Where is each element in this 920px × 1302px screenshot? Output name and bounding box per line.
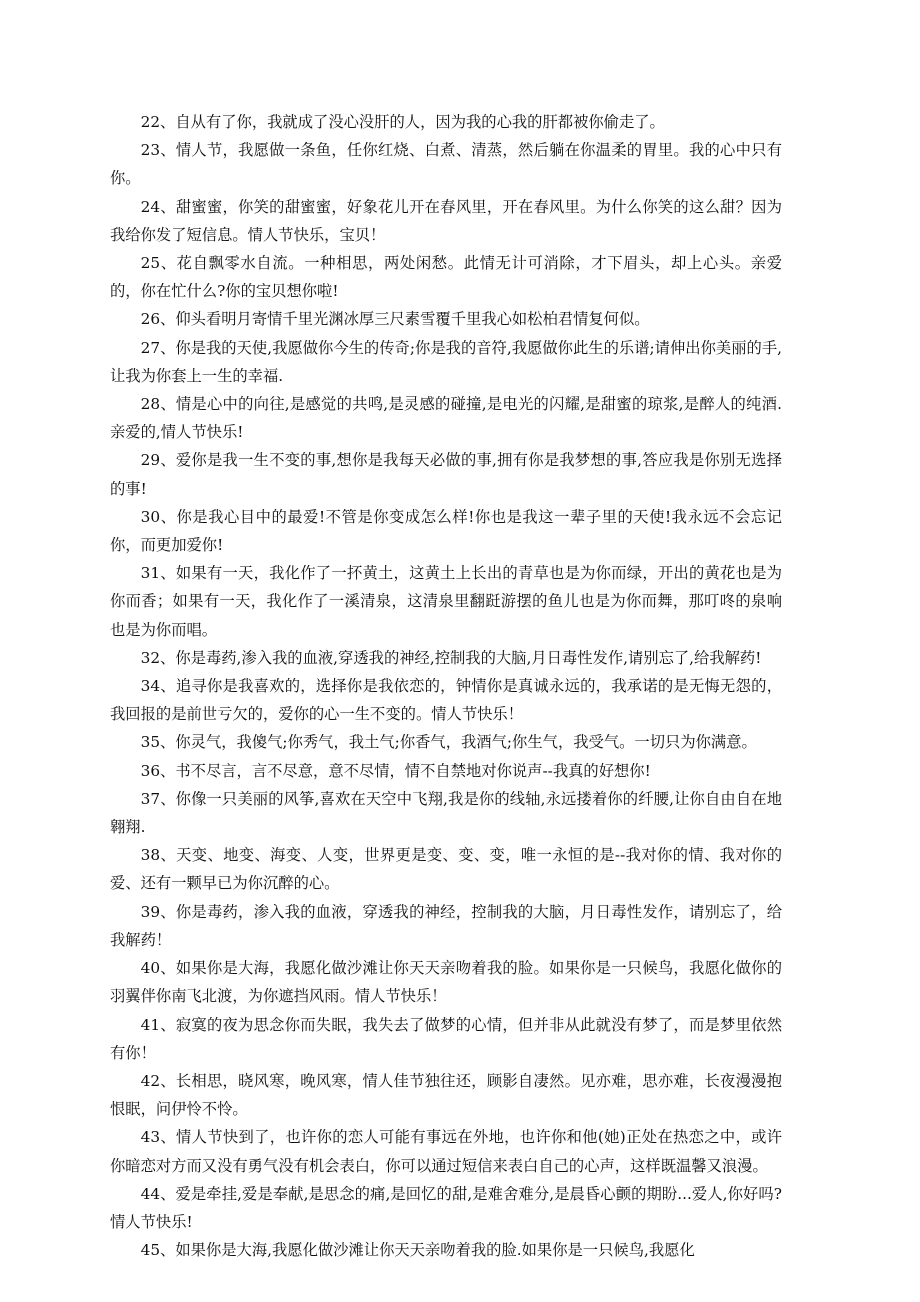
paragraph-44: 44、爱是牵挂,爱是奉献,是思念的痛,是回忆的甜,是难舍难分,是晨昏心颤的期盼...爱人,你好吗?情人节快乐! xyxy=(110,1184,782,1231)
paragraph-40: 40、如果你是大海，我愿化做沙滩让你天天亲吻着我的脸。如果你是一只候鸟，我愿化做你的羽翼伴你南飞北渡，为你遮挡风雨。情人节快乐！ xyxy=(110,959,782,1006)
paragraph-42: 42、长相思，晓风寒，晚风寒，情人佳节独往还，顾影自凄然。见亦难，思亦难，长夜漫漫抱恨眠，问伊怜不怜。 xyxy=(110,1071,782,1119)
paragraph-41: 41、寂寞的夜为思念你而失眠，我失去了做梦的心情，但并非从此就没有梦了，而是梦里依然有你！ xyxy=(110,1015,782,1062)
paragraph-23: 23、情人节，我愿做一条鱼，任你红烧、白煮、清蒸，然后躺在你温柔的胃里。我的心中只有你。 xyxy=(110,141,782,188)
paragraph-28: 28、情是心中的向往,是感觉的共鸣,是灵感的碰撞,是电光的闪耀,是甜蜜的琼浆,是醉人的纯酒.亲爱的,情人节快乐! xyxy=(110,395,782,442)
paragraph-29: 29、爱你是我一生不变的事,想你是我每天必做的事,拥有你是我梦想的事,答应我是你别无选择的事! xyxy=(110,451,782,498)
paragraph-38: 38、天变、地变、海变、人变，世界更是变、变、变，唯一永恒的是--我对你的情、我对你的爱、还有一颗早已为你沉醉的心。 xyxy=(110,846,782,893)
paragraph-32: 32、你是毒药,渗入我的血液,穿透我的神经,控制我的大脑,月日毒性发作,请别忘了,给我解药! xyxy=(140,648,762,667)
paragraph-31: 31、如果有一天，我化作了一抔黄土，这黄土上长出的青草也是为你而绿，开出的黄花也是为你而香；如果有一天，我化作了一溪清泉，这清泉里翻跹游摆的鱼儿也是为你而舞，那叮咚的泉响也是为你而唱。 xyxy=(110,564,782,639)
paragraph-43: 43、情人节快到了，也许你的恋人可能有事远在外地，也许你和他(她)正处在热恋之中，或许你暗恋对方而又没有勇气没有机会表白，你可以通过短信来表白自己的心声，这样既温馨又浪漫。 xyxy=(110,1128,782,1175)
paragraph-26: 26、仰头看明月寄情千里光渊冰厚三尺素雪覆千里我心如松柏君情复何似。 xyxy=(140,310,650,329)
paragraph-22: 22、自从有了你，我就成了没心没肝的人，因为我的心我的肝都被你偷走了。 xyxy=(140,113,665,131)
paragraph-37: 37、你像一只美丽的风筝,喜欢在天空中飞翔,我是你的线轴,永远搂着你的纤腰,让你自由自在地翱翔. xyxy=(110,789,782,837)
document-text-body xyxy=(110,108,782,1264)
paragraph-36: 36、书不尽言，言不尽意，意不尽情，情不自禁地对你说声--我真的好想你! xyxy=(140,761,651,780)
paragraph-25: 25、花自飘零水自流。一种相思，两处闲愁。此情无计可消除，才下眉头，却上心头。亲爱的，你在忙什么?你的宝贝想你啦! xyxy=(110,254,782,301)
paragraph-35: 35、你灵气，我傻气;你秀气，我土气;你香气，我酒气;你生气，我受气。一切只为你满意。 xyxy=(140,733,757,752)
paragraph-27: 27、你是我的天使,我愿做你今生的传奇;你是我的音符,我愿做你此生的乐谱;请伸出你美丽的手,让我为你套上一生的幸福. xyxy=(110,338,782,385)
paragraph-45: 45、如果你是大海,我愿化做沙滩让你天天亲吻着我的脸.如果你是一只候鸟,我愿化 xyxy=(140,1241,695,1260)
paragraph-34: 34、追寻你是我喜欢的，选择你是我依恋的，钟情你是真诚永远的，我承诺的是无悔无怨的，我回报的是前世亏欠的，爱你的心一生不变的。情人节快乐！ xyxy=(110,677,782,724)
paragraph-24: 24、甜蜜蜜，你笑的甜蜜蜜，好象花儿开在春风里，开在春风里。为什么你笑的这么甜？因为我给你发了短信息。情人节快乐，宝贝！ xyxy=(110,197,782,244)
paragraph-30: 30、你是我心目中的最爱!不管是你变成怎么样!你也是我这一辈子里的天使!我永远不会忘记你，而更加爱你! xyxy=(110,507,782,555)
paragraph-39: 39、你是毒药，渗入我的血液，穿透我的神经，控制我的大脑，月日毒性发作，请别忘了，给我解药！ xyxy=(110,902,782,949)
